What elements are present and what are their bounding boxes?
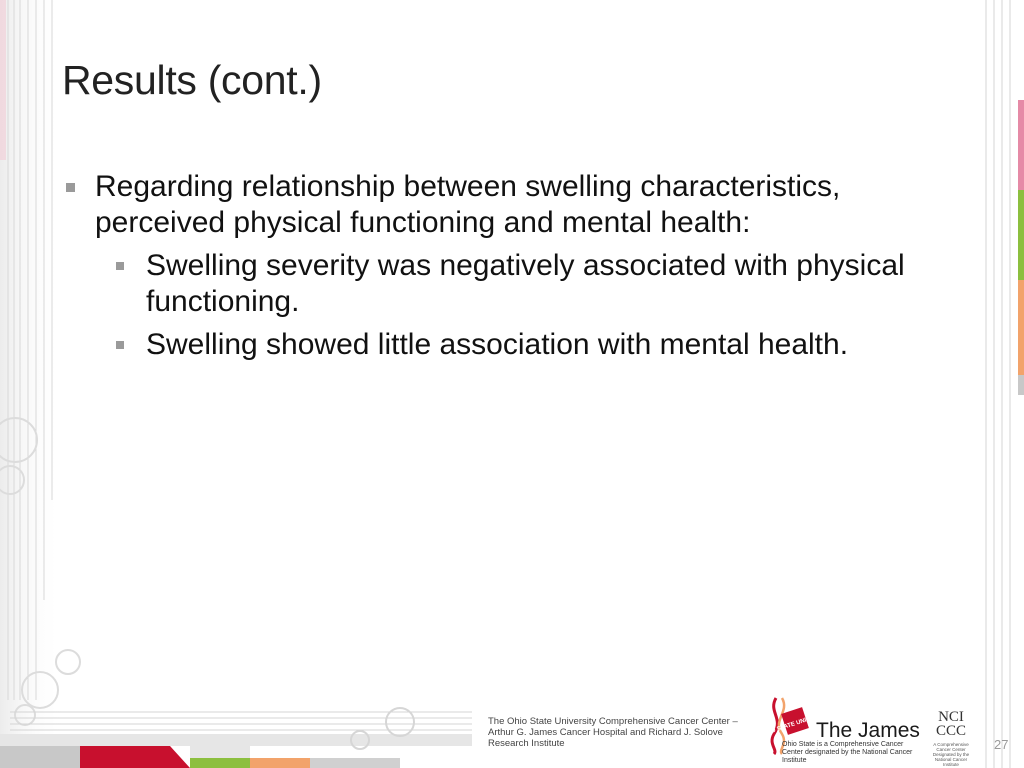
- sub-bullet-item: [116, 327, 966, 363]
- square-bullet-icon: [66, 183, 75, 192]
- left-decoration: [0, 0, 62, 768]
- nci-ccc-logo: [930, 710, 972, 767]
- square-bullet-icon: [116, 341, 124, 349]
- nci-logo-line1: NCI: [938, 709, 964, 725]
- sub-bullet-item: [116, 248, 966, 320]
- square-bullet-icon: [116, 262, 124, 270]
- slide-title: Results (cont.): [62, 57, 322, 103]
- nci-logo-line2: CCC: [935, 723, 966, 739]
- bullet-text: Regarding relationship between swelling characteristics, perceived physical functioning and mental health:: [95, 170, 841, 239]
- footer-color-bar: [0, 700, 472, 768]
- sub-bullet-text: Swelling showed little association with mental health.: [146, 328, 849, 361]
- right-decoration: [976, 0, 1024, 768]
- osu-logo-text: OHIO STATE UNIVERSITY: [760, 709, 832, 739]
- footer-institution-text: The Ohio State University Comprehensive Cancer Center – Arthur G. James Cancer Hospital and Richard J. Solove Research Institute: [488, 716, 738, 749]
- the-james-logo-name: The James: [816, 719, 920, 742]
- nci-logo-tagline: A Comprehensive Cancer Center Designated by the National Cancer Institute: [932, 742, 970, 767]
- bullet-item: [66, 169, 966, 241]
- sub-bullet-text: Swelling severity was negatively associated with physical functioning.: [146, 249, 905, 318]
- bullet-list: [66, 169, 966, 363]
- page-number: 27: [994, 737, 1009, 752]
- the-james-tagline: Ohio State is a Comprehensive Cancer Center designated by the National Cancer Institute: [782, 741, 913, 764]
